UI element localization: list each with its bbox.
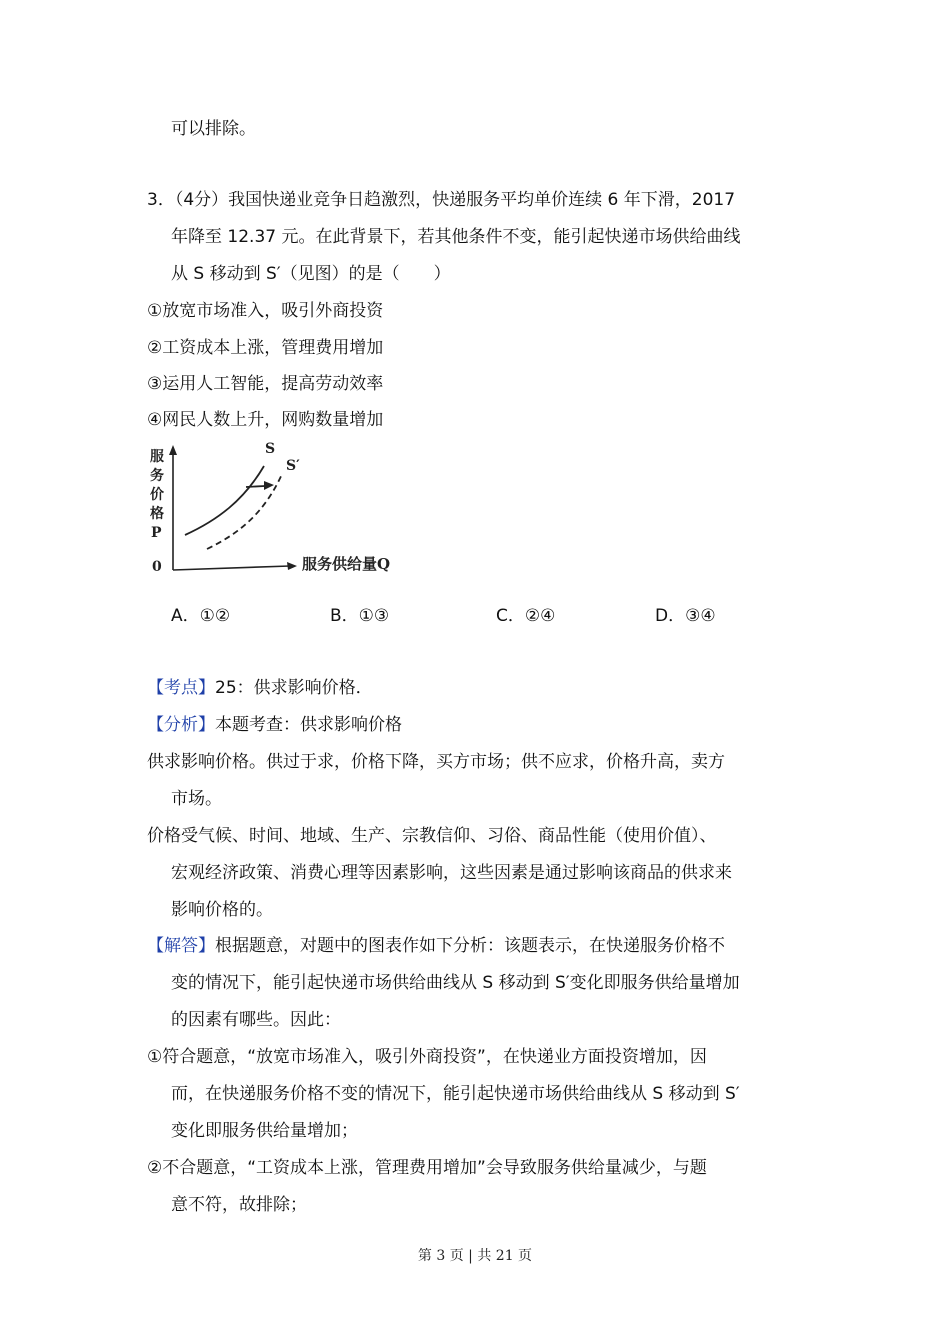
- origin-label: 0: [152, 559, 162, 575]
- curve-label-s-prime: S′: [286, 458, 300, 474]
- question-number: 3．: [147, 190, 175, 210]
- y-axis-label-char: 服: [150, 449, 164, 465]
- kaodian-text: 25：供求影响价格．: [215, 678, 373, 698]
- question-item: ①放宽市场准入，吸引外商投资: [147, 301, 384, 321]
- supply-curve-figure: [140, 438, 420, 583]
- shift-arrow-line: [246, 486, 265, 487]
- ans1-line-2: 而，在快递服务价格不变的情况下，能引起快递市场供给曲线从 S 移动到 S′: [171, 1084, 740, 1104]
- option-d: [655, 605, 716, 627]
- para1-line-1: 供求影响价格。供过于求，价格下降，买方市场；供不应求，价格升高，卖方: [147, 752, 725, 772]
- option-value: ②④: [524, 606, 556, 626]
- option-value: ①③: [358, 606, 390, 626]
- jieda-line-3: 的因素有哪些。因此：: [171, 1010, 341, 1030]
- option-value: ①②: [199, 606, 231, 626]
- option-c: [496, 605, 555, 627]
- para1-line-2: 市场。: [171, 789, 222, 809]
- question-line-2: 年降至 12.37 元。在此背景下，若其他条件不变，能引起快递市场供给曲线: [171, 227, 741, 247]
- question-item: ②工资成本上涨，管理费用增加: [147, 338, 384, 358]
- top-line: 可以排除。: [171, 119, 256, 139]
- ans2-line-2: 意不符，故排除；: [171, 1195, 307, 1215]
- option-letter: B．: [330, 606, 359, 626]
- y-axis-arrow: [169, 445, 177, 455]
- fenxi-line: [147, 714, 402, 736]
- fenxi-tag: 【分析】: [147, 715, 215, 735]
- question-item: ③运用人工智能，提高劳动效率: [147, 374, 384, 394]
- x-axis-arrow: [287, 562, 297, 570]
- question-item: ④网民人数上升，网购数量增加: [147, 410, 384, 430]
- fenxi-text: 本题考查：供求影响价格: [215, 715, 402, 735]
- x-axis-label: 服务供给量Q: [302, 555, 391, 573]
- y-axis-label-char: P: [151, 525, 162, 541]
- option-letter: D．: [655, 606, 686, 626]
- curve-label-s: S: [265, 441, 276, 457]
- option-a: [171, 605, 230, 627]
- x-axis: [173, 566, 290, 570]
- para2-line-3: 影响价格的。: [171, 900, 273, 920]
- para2-line-2: 宏观经济政策、消费心理等因素影响，这些因素是通过影响该商品的供求来: [171, 863, 732, 883]
- shift-arrow-head: [264, 481, 274, 490]
- question-line-1: [147, 189, 735, 211]
- kaodian-tag: 【考点】: [147, 678, 215, 698]
- ans1-line-3: 变化即服务供给量增加；: [171, 1121, 358, 1141]
- question-stem: （4分）我国快递业竞争日趋激烈，快递服务平均单价连续 6 年下滑，2017: [174, 190, 736, 210]
- page-footer: 第 3 页 | 共 21 页: [417, 1248, 533, 1264]
- y-axis-label-char: 价: [150, 487, 164, 503]
- para2-line-1: 价格受气候、时间、地域、生产、宗教信仰、习俗、商品性能（使用价值）、: [147, 826, 717, 846]
- ans1-line-1: ①符合题意，“放宽市场准入，吸引外商投资”，在快递业方面投资增加，因: [147, 1047, 707, 1067]
- y-axis-label-char: 格: [150, 506, 164, 522]
- supply-curve-s: [185, 466, 264, 535]
- option-b: [330, 605, 389, 627]
- kaodian-line: [147, 677, 373, 699]
- jieda-tag: 【解答】: [147, 936, 215, 956]
- option-letter: A．: [171, 606, 200, 626]
- ans2-line-1: ②不合题意，“工资成本上涨，管理费用增加”会导致服务供给量减少，与题: [147, 1158, 707, 1178]
- y-axis-label-char: 务: [150, 468, 164, 484]
- jieda-line-2: 变的情况下，能引起快递市场供给曲线从 S 移动到 S′变化即服务供给量增加: [171, 973, 740, 993]
- question-line-3: 从 S 移动到 S′（见图）的是（ ）: [171, 264, 451, 284]
- jieda-line-1: [147, 935, 725, 957]
- option-letter: C．: [496, 606, 525, 626]
- jieda-text: 根据题意，对题中的图表作如下分析：该题表示，在快递服务价格不: [215, 936, 725, 956]
- option-value: ③④: [685, 606, 716, 626]
